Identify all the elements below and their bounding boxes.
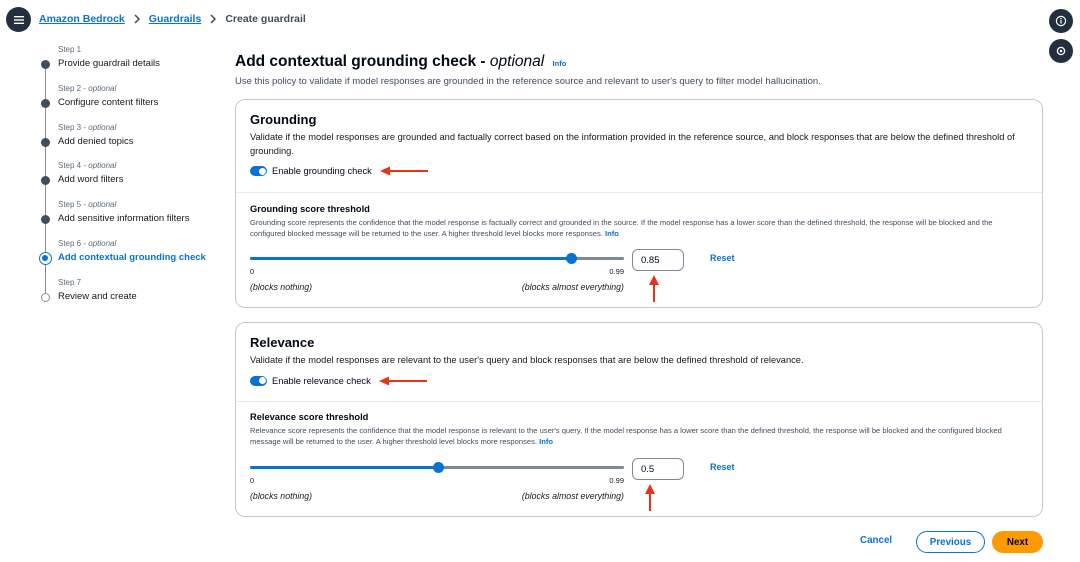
step-title[interactable]: Add contextual grounding check xyxy=(58,251,206,263)
grounding-reset-button[interactable]: Reset xyxy=(710,253,735,263)
annotation-arrow-left-icon xyxy=(380,166,430,176)
slider-min-caption: (blocks nothing) xyxy=(250,282,313,292)
annotation-arrow-up-icon xyxy=(648,275,660,303)
breadcrumb xyxy=(39,13,306,25)
step-2[interactable] xyxy=(40,84,220,123)
chevron-right-icon xyxy=(209,14,217,24)
previous-button[interactable]: Previous xyxy=(916,531,985,553)
relevance-threshold-description: Relevance score represents the confidence that the model response is relevant to the user's query. If the model response has a lower score than the defined threshold, the response will be blocked and the configured blocked message will be returned to the user. A higher threshold level blocks more responses. Info xyxy=(250,426,1002,446)
info-link[interactable]: Info xyxy=(552,59,567,68)
step-3[interactable] xyxy=(40,123,220,162)
grounding-threshold-title: Grounding score threshold xyxy=(250,204,370,214)
step-5[interactable] xyxy=(40,200,220,239)
step-title[interactable]: Add word filters xyxy=(58,174,124,186)
slider-thumb[interactable] xyxy=(566,253,577,264)
page-description: Use this policy to validate if model responses are grounded in the reference source and relevant to user's query to filter model hallucination. xyxy=(235,76,821,87)
divider xyxy=(236,192,1042,193)
annotation-arrow-left-icon xyxy=(379,376,429,386)
step-number: Step 1 xyxy=(58,45,82,54)
next-button[interactable]: Next xyxy=(992,531,1043,553)
grounding-toggle-label: Enable grounding check xyxy=(272,166,372,176)
wizard-steps xyxy=(40,45,220,317)
step-4[interactable] xyxy=(40,161,220,200)
slider-fill xyxy=(250,466,439,469)
step-number: Step 5 - optional xyxy=(58,200,117,210)
step-status-dot xyxy=(41,99,50,108)
relevance-reset-button[interactable]: Reset xyxy=(710,462,735,472)
grounding-threshold-description: Grounding score represents the confidence that the model response is factually correct and grounded in the source. If the model response has a lower score than the defined threshold, the response will be blocked and the configured blocked message will be returned to the user. A higher threshold level blocks more responses. Info xyxy=(250,218,993,238)
slider-min-label: 0 xyxy=(250,476,255,485)
settings-button[interactable] xyxy=(1049,39,1073,63)
breadcrumb-amazon-bedrock[interactable]: Amazon Bedrock xyxy=(39,13,125,25)
grounding-description: Validate if the model responses are grounded and factually correct based on the information provided in the reference source, and block responses that are below the defined threshold of grounding. xyxy=(250,132,1015,156)
grounding-title: Grounding xyxy=(250,112,317,127)
info-link[interactable]: Info xyxy=(539,437,554,446)
step-status-dot xyxy=(41,138,50,147)
relevance-card xyxy=(235,322,1043,517)
slider-thumb[interactable] xyxy=(433,462,444,473)
slider-min-label: 0 xyxy=(250,267,255,276)
breadcrumb-guardrails[interactable]: Guardrails xyxy=(148,13,202,25)
relevance-threshold-title: Relevance score threshold xyxy=(250,412,369,422)
slider-fill xyxy=(250,257,571,260)
step-status-dot xyxy=(41,215,50,224)
step-7 xyxy=(40,278,220,317)
breadcrumb-current: Create guardrail xyxy=(225,13,306,25)
step-title[interactable]: Provide guardrail details xyxy=(58,58,160,69)
relevance-title: Relevance xyxy=(250,335,315,350)
grounding-toggle[interactable] xyxy=(250,166,267,176)
step-status-dot xyxy=(41,60,50,69)
slider-max-label: 0.99 xyxy=(609,476,624,485)
step-status-dot xyxy=(39,252,52,265)
slider-max-caption: (blocks almost everything) xyxy=(521,282,624,292)
step-title[interactable]: Configure content filters xyxy=(58,96,159,108)
info-panel-button[interactable] xyxy=(1049,9,1073,33)
hamburger-icon xyxy=(13,14,25,26)
step-number: Step 6 - optional xyxy=(58,238,117,248)
step-title[interactable]: Add denied topics xyxy=(58,135,134,147)
info-circle-icon xyxy=(1055,15,1067,27)
chevron-right-icon xyxy=(133,14,141,24)
step-status-dot xyxy=(41,293,50,302)
menu-button[interactable] xyxy=(6,7,31,32)
step-title[interactable]: Add sensitive information filters xyxy=(58,213,190,225)
slider-max-label: 0.99 xyxy=(609,267,624,276)
relevance-toggle[interactable] xyxy=(250,376,267,386)
slider-max-caption: (blocks almost everything) xyxy=(521,491,624,501)
step-number: Step 4 - optional xyxy=(58,161,117,171)
step-number: Step 7 xyxy=(58,277,82,287)
relevance-threshold-input[interactable]: 0.5 xyxy=(632,458,684,480)
annotation-arrow-up-icon xyxy=(644,484,656,512)
step-6[interactable] xyxy=(40,239,220,278)
divider xyxy=(236,401,1042,402)
step-number: Step 3 - optional xyxy=(58,122,117,132)
step-1[interactable] xyxy=(40,45,220,84)
step-title: Review and create xyxy=(58,290,137,302)
step-status-dot xyxy=(41,176,50,185)
relevance-description: Validate if the model responses are relevant to the user's query and block responses that are below the defined threshold of relevance. xyxy=(250,355,804,365)
cancel-button[interactable]: Cancel xyxy=(860,535,893,546)
grounding-threshold-input[interactable]: 0.85 xyxy=(632,249,684,271)
page-title: Add contextual grounding check - optional Info xyxy=(235,53,567,70)
relevance-toggle-label: Enable relevance check xyxy=(272,375,371,386)
step-number: Step 2 - optional xyxy=(58,83,117,93)
gear-icon xyxy=(1055,45,1067,57)
slider-min-caption: (blocks nothing) xyxy=(250,491,313,501)
grounding-card xyxy=(235,99,1043,308)
info-link[interactable]: Info xyxy=(605,229,619,238)
